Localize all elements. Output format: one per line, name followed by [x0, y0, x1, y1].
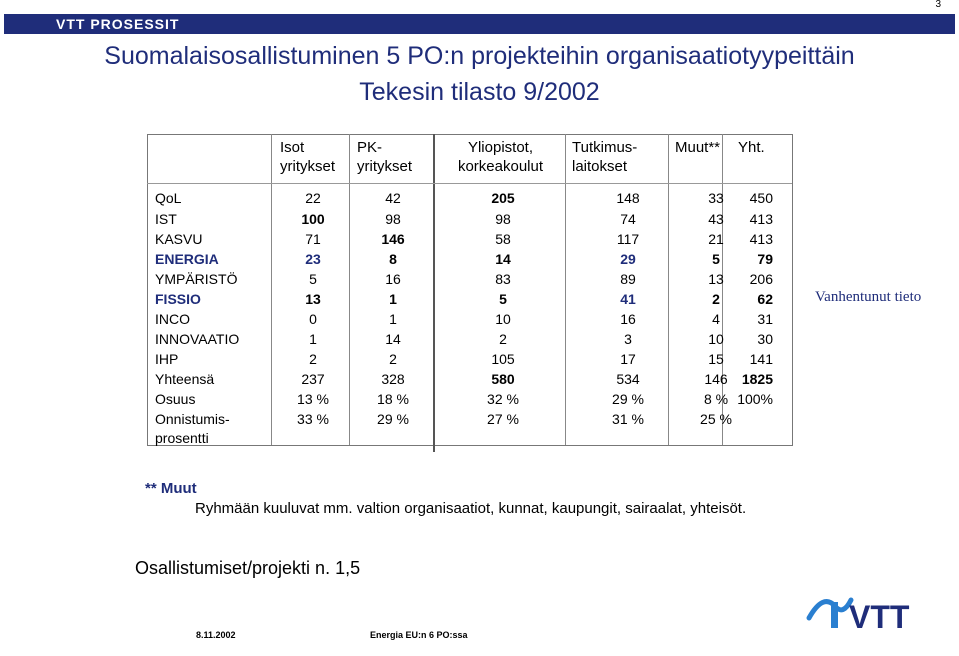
table-row-ihp: IHP 2 2 105 17 15 141 [155, 351, 773, 367]
brand-label: VTT PROSESSIT [56, 16, 180, 32]
vtt-logo-icon [805, 588, 920, 633]
table-row-ist: IST 100 98 98 74 43 413 [155, 211, 773, 227]
footnote-heading: ** Muut [145, 480, 197, 497]
footer-date: 8.11.2002 [196, 630, 236, 640]
logo-text: VTT [849, 599, 910, 633]
col-header-universities: Yliopistot, korkeakoulut [457, 139, 544, 175]
table-row-ymparisto: YMPÄRISTÖ 5 16 83 89 13 206 [155, 271, 773, 287]
col-header-total: Yht. [738, 139, 765, 156]
page-number: 3 [935, 0, 941, 10]
col-header-others: Muut** [675, 139, 721, 156]
table-row-inco: INCO 0 1 10 16 4 31 [155, 311, 773, 327]
table-row-success-rate: Onnistumis- prosentti 33 % 29 % 27 % 31 % 25 % [155, 411, 732, 446]
slide-title: Suomalaisosallistuminen 5 PO:n projekteihin organisaatiotyypeittäin [104, 42, 855, 70]
col-header-research-institutes: Tutkimus- laitokset [572, 139, 638, 175]
col-header-sme: PK- yritykset [357, 139, 413, 175]
header-separator [147, 183, 792, 184]
participations-note: Osallistumiset/projekti n. 1,5 [135, 558, 361, 578]
footer-title: Energia EU:n 6 PO:ssa [370, 630, 468, 640]
slide-subtitle: Tekesin tilasto 9/2002 [359, 78, 600, 106]
table-row-total: Yhteensä 237 328 580 534 146 1825 [155, 371, 773, 387]
col-header-large-companies: Isot yritykset [280, 139, 336, 175]
footnote-text: Ryhmään kuuluvat mm. valtion organisaatiot, kunnat, kaupungit, sairaalat, yhteisöt. [195, 500, 747, 517]
table-row-fissio: FISSIO 13 1 5 41 2 62 [155, 291, 773, 307]
table-row-energia: ENERGIA 23 8 14 29 5 79 [155, 251, 773, 267]
outdated-note: Vanhentunut tieto [815, 289, 922, 305]
table-row-innovaatio: INNOVAATIO 1 14 2 3 10 30 [155, 331, 773, 347]
header-bar [4, 14, 955, 34]
table-row-qol: QoL 22 42 205 148 33 450 [155, 190, 773, 206]
table-row-share: Osuus 13 % 18 % 32 % 29 % 8 % 100% [155, 391, 773, 407]
table-row-kasvu: KASVU 71 146 58 117 21 413 [155, 231, 773, 247]
